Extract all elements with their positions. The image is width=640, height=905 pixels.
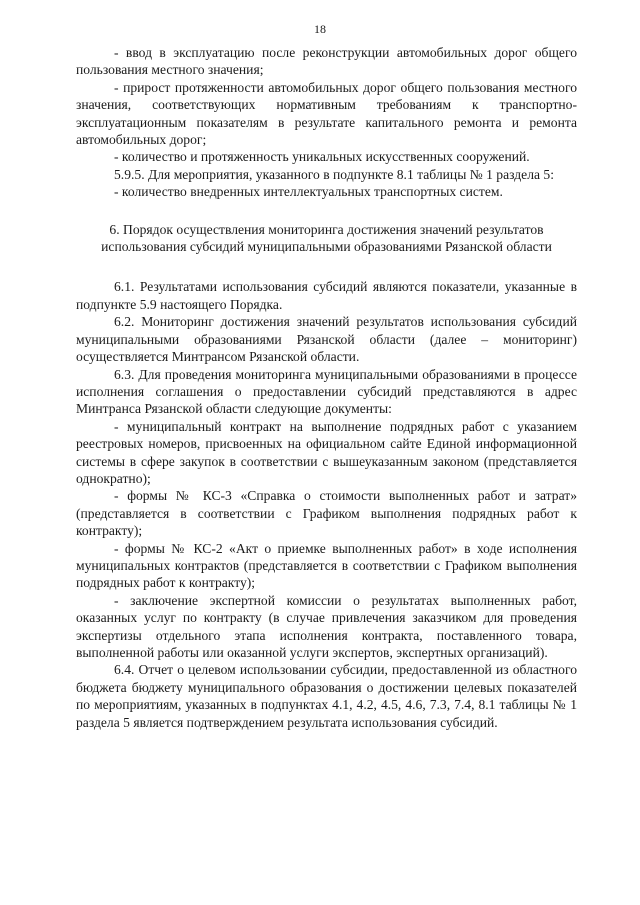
paragraph-unique-structures: - количество и протяженность уникальных искусственных сооружений. bbox=[114, 149, 530, 165]
paragraph-intelligent-transport-systems: - количество внедренных интеллектуальных транспортных систем. bbox=[114, 184, 503, 200]
paragraph-5-9-5: 5.9.5. Для мероприятия, указанного в подпункте 8.1 таблицы № 1 раздела 5: bbox=[114, 166, 554, 182]
paragraph-6-4: 6.4. Отчет о целевом использовании субсидии, предоставленной из областного бюджета бюджету муниципального образования о достижении целевых показателей по мероприятиям, указанных в подпунктах 4.1, 4.2, 4.5, 4.6, 7.3, 7.4, 8.1 таблицы № 1 раздела 5 является подтверждением результата использования субсидий. bbox=[76, 662, 577, 730]
document-body bbox=[76, 44, 577, 731]
paragraph-road-commissioning: - ввод в эксплуатацию после реконструкции автомобильных дорог общего пользования местного значения; bbox=[76, 45, 577, 78]
paragraph-6-1: 6.1. Результатами использования субсидий являются показатели, указанные в подпункте 5.9 настоящего Порядка. bbox=[76, 279, 577, 312]
list-item-expert-conclusion: - заключение экспертной комиссии о результатах выполненных работ, оказанных услуг по контракту (в случае привлечения заказчиком для проведения экспертизы отдельного этапа исполнения контракта, поставленного товара, выполненной работы или оказанной услуги экспертов, экспертных организаций). bbox=[76, 592, 577, 660]
page-number: 18 bbox=[314, 22, 326, 36]
list-item-form-ks2: - формы № КС-2 «Акт о приемке выполненных работ» в ходе исполнения муниципальных контрактов (представляется в соответствии с Графиком выполнения подрядных работ к контракту); bbox=[76, 540, 577, 591]
paragraph-6-3: 6.3. Для проведения мониторинга муниципальными образованиями в процессе исполнения соглашения о предоставлении субсидий представляются в адрес Минтранса Рязанской области следующие документы: bbox=[76, 366, 577, 417]
paragraph-road-length-growth: - прирост протяженности автомобильных дорог общего пользования местного значения, соответствующих нормативным требованиям к транспортно-эксплуатационным показателям в результате капитального ремонта и ремонта автомобильных дорог; bbox=[76, 79, 577, 148]
section-heading: 6. Порядок осуществления мониторинга достижения значений результатов использования субсидий муниципальными образованиями Рязанской области bbox=[101, 221, 552, 255]
paragraph-6-2: 6.2. Мониторинг достижения значений результатов использования субсидий муниципальными образованиями Рязанской области (далее – мониторинг) осуществляется Минтрансом Рязанской области. bbox=[76, 314, 577, 365]
list-item-form-ks3: - формы № КС-3 «Справка о стоимости выполненных работ и затрат» (представляется в соответствии с Графиком выполнения подрядных работ к контракту); bbox=[76, 488, 577, 539]
list-item-municipal-contract: - муниципальный контракт на выполнение подрядных работ с указанием реестровых номеров, присвоенных на официальном сайте Единой информационной системы в сфере закупок в соответствии с вышеуказанным законом (представляется однократно); bbox=[76, 418, 577, 486]
